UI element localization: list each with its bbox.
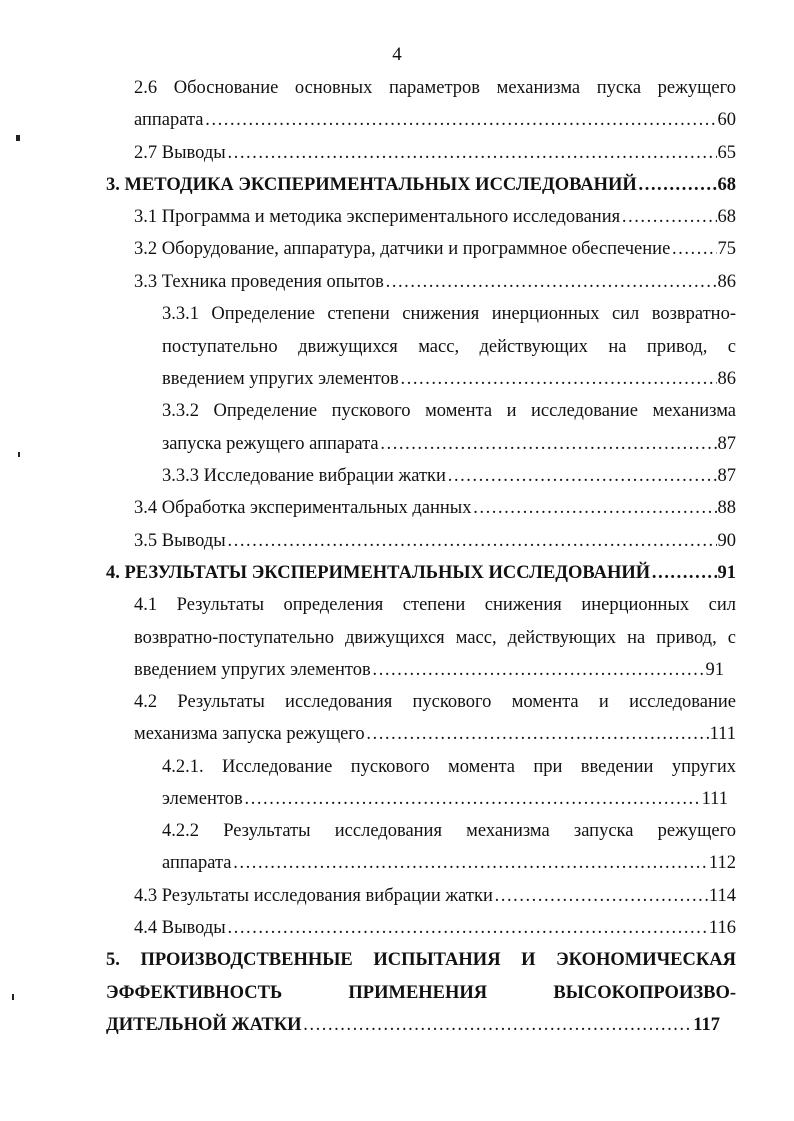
dot-leader (447, 464, 717, 488)
toc-entry-text: запуска режущего аппарата (162, 434, 379, 454)
toc-entry-text: 4.4 Выводы (134, 918, 226, 938)
dot-leader (621, 205, 716, 229)
dot-leader (651, 561, 716, 585)
toc-entry-2-6-line2[interactable] (134, 108, 736, 132)
toc-page: 91 (717, 563, 736, 583)
toc-entry-4-2-line1: 4.2 Результаты исследования пускового момента и исследование (134, 692, 736, 712)
toc-page: 60 (717, 110, 736, 130)
toc-page: 86 (717, 369, 736, 389)
toc-entry-4-2-1-line2[interactable] (162, 787, 728, 811)
toc-page: 112 (708, 853, 736, 873)
dot-leader (380, 432, 717, 456)
toc-entry-text: ДИТЕЛЬНОЙ ЖАТКИ (106, 1015, 302, 1035)
dot-leader (638, 173, 717, 197)
toc-page: 68 (717, 207, 736, 227)
toc-page: 87 (717, 434, 736, 454)
toc-entry-4-2-line2[interactable] (134, 722, 736, 746)
dot-leader (227, 916, 708, 940)
toc-entry-text: 4. РЕЗУЛЬТАТЫ ЭКСПЕРИМЕНТАЛЬНЫХ ИССЛЕДОВАНИЙ (106, 563, 651, 583)
dot-leader (400, 367, 717, 391)
toc-entry-text: 3.2 Оборудование, аппаратура, датчики и программное обеспечение (134, 239, 671, 259)
toc-entry-3-5[interactable] (134, 529, 736, 553)
toc-page: 91 (705, 660, 724, 680)
toc-entry-4-1-line2: возвратно-поступательно движущихся масс, действующих на привод, с (134, 628, 736, 648)
toc-entry-2-6-line1: 2.6 Обоснование основных параметров механизма пуска режущего (134, 78, 736, 98)
scan-speck (18, 452, 20, 457)
toc-entry-3-3-2-line2[interactable] (162, 432, 736, 456)
dot-leader (227, 529, 717, 553)
toc-page: 86 (717, 272, 736, 292)
dot-leader (472, 496, 716, 520)
dot-leader (494, 884, 708, 908)
toc-entry-text: 3. МЕТОДИКА ЭКСПЕРИМЕНТАЛЬНЫХ ИССЛЕДОВАНИЙ (106, 175, 637, 195)
toc-chapter-3[interactable] (106, 173, 736, 197)
toc-page: 117 (693, 1015, 720, 1035)
toc-page: 87 (717, 466, 736, 486)
toc-entry-text: 3.3.3 Исследование вибрации жатки (162, 466, 446, 486)
toc-page: 116 (708, 918, 736, 938)
toc-chapter-5-line1: 5. ПРОИЗВОДСТВЕННЫЕ ИСПЫТАНИЯ И ЭКОНОМИЧЕСКАЯ (106, 950, 736, 970)
toc-entry-3-3-1-line3[interactable] (162, 367, 736, 391)
toc-entry-3-3-1-line1: 3.3.1 Определение степени снижения инерционных сил возвратно- (162, 304, 736, 324)
toc-entry-4-2-1-line1: 4.2.1. Исследование пускового момента при введении упругих (162, 757, 736, 777)
toc-page: 75 (717, 239, 736, 259)
toc-chapter-4[interactable] (106, 561, 736, 585)
toc-chapter-5-line3[interactable] (106, 1013, 720, 1037)
toc-entry-text: 3.3 Техника проведения опытов (134, 272, 384, 292)
toc-entry-4-4[interactable] (134, 916, 736, 940)
toc-entry-text: 4.3 Результаты исследования вибрации жатки (134, 886, 493, 906)
toc-entry-3-4[interactable] (134, 496, 736, 520)
toc-chapter-5-line2: ЭФФЕКТИВНОСТЬ ПРИМЕНЕНИЯ ВЫСОКОПРОИЗВО- (106, 983, 736, 1003)
toc-entry-text: механизма запуска режущего (134, 724, 365, 744)
toc-entry-text: элементов (162, 789, 243, 809)
toc-page: 114 (708, 886, 736, 906)
toc-entry-2-7[interactable] (134, 141, 736, 165)
toc-entry-4-2-2-line2[interactable] (162, 851, 736, 875)
dot-leader (385, 270, 717, 294)
toc-entry-text: аппарата (162, 853, 232, 873)
toc-entry-text: 3.5 Выводы (134, 531, 226, 551)
toc-page: 90 (717, 531, 736, 551)
dot-leader (227, 141, 717, 165)
toc-entry-4-1-line1: 4.1 Результаты определения степени снижения инерционных сил (134, 595, 736, 615)
scan-speck (12, 994, 14, 1000)
toc-page: 65 (717, 143, 736, 163)
toc-entry-text: введением упругих элементов (162, 369, 399, 389)
toc-entry-text: введением упругих элементов (134, 660, 371, 680)
toc-entry-4-3[interactable] (134, 884, 736, 908)
toc-entry-3-3[interactable] (134, 270, 736, 294)
toc-entry-text: 3.4 Обработка экспериментальных данных (134, 498, 472, 518)
page-number: 4 (392, 44, 402, 65)
toc-entry-text: 2.7 Выводы (134, 143, 226, 163)
toc-entry-3-3-3[interactable] (162, 464, 736, 488)
dot-leader (244, 787, 701, 811)
dot-leader (303, 1013, 693, 1037)
toc-page: 111 (701, 789, 728, 809)
toc-entry-text: 3.1 Программа и методика экспериментального исследования (134, 207, 621, 227)
toc-entry-4-2-2-line1: 4.2.2 Результаты исследования механизма запуска режущего (162, 821, 736, 841)
toc-entry-3-1[interactable] (134, 205, 736, 229)
dot-leader (232, 851, 707, 875)
toc-page: 111 (709, 724, 736, 744)
toc-entry-4-1-line3[interactable] (134, 658, 724, 682)
toc-entry-3-2[interactable] (134, 237, 736, 261)
dot-leader (671, 237, 716, 261)
toc-page: 68 (717, 175, 736, 195)
toc-page: 88 (717, 498, 736, 518)
dot-leader (372, 658, 705, 682)
toc-entry-3-3-2-line1: 3.3.2 Определение пускового момента и исследование механизма (162, 401, 736, 421)
toc-entry-text: аппарата (134, 110, 204, 130)
scan-speck (16, 135, 20, 141)
toc-entry-3-3-1-line2: поступательно движущихся масс, действующих на привод, с (162, 337, 736, 357)
dot-leader (366, 722, 709, 746)
dot-leader (204, 108, 716, 132)
